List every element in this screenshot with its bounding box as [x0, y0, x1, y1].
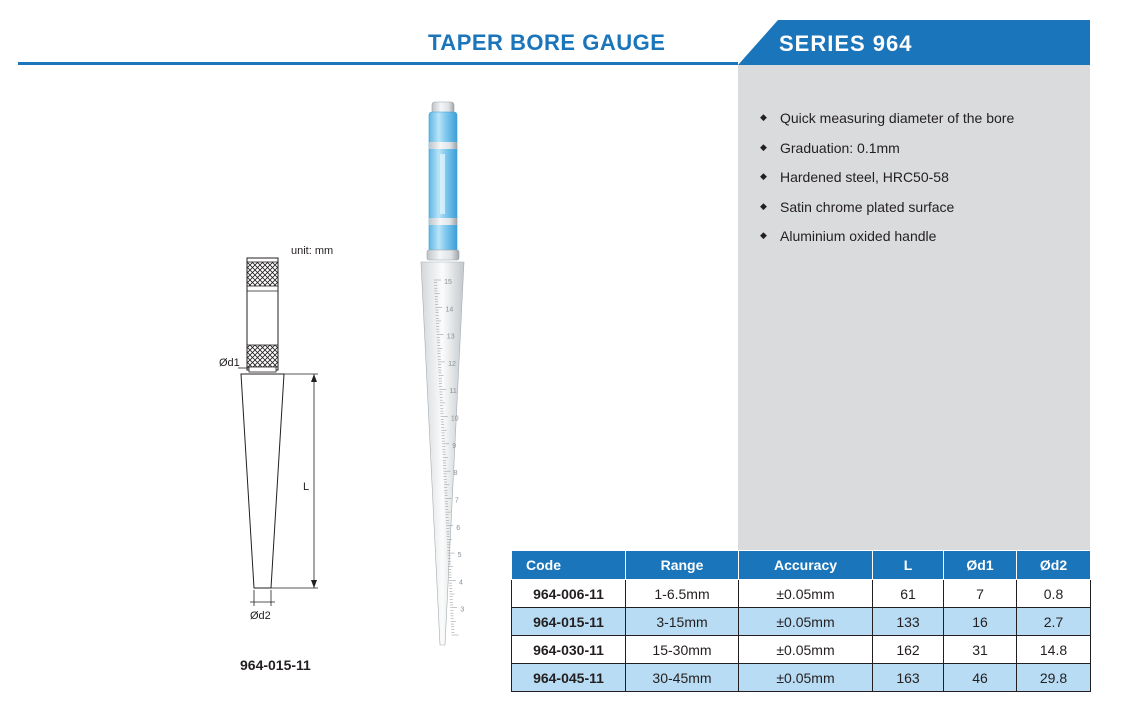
- cell-accuracy: ±0.05mm: [739, 636, 873, 664]
- scale-number: 5: [457, 552, 462, 560]
- cell-code: 964-045-11: [512, 664, 626, 692]
- technical-drawing: [200, 250, 340, 630]
- cell-code: 964-015-11: [512, 608, 626, 636]
- scale-number: 6: [456, 524, 461, 532]
- unit-label: unit: mm: [291, 245, 334, 257]
- scale-number: 8: [453, 470, 458, 478]
- column-header-length: L: [873, 551, 944, 580]
- cell-accuracy: ±0.05mm: [739, 580, 873, 608]
- feature-item: ◆ Graduation: 0.1mm: [760, 134, 1014, 164]
- scale-number: 12: [448, 360, 456, 368]
- series-label: SERIES 964: [779, 31, 913, 56]
- scale-number: 14: [445, 306, 454, 314]
- diamond-bullet-icon: ◆: [760, 230, 767, 241]
- feature-item: ◆ Quick measuring diameter of the bore: [760, 104, 1014, 134]
- cell-code: 964-030-11: [512, 636, 626, 664]
- cell-d2: 14.8: [1017, 636, 1091, 664]
- header-rule: [18, 62, 738, 65]
- feature-item: ◆ Aluminium oxided handle: [760, 222, 1014, 252]
- scale-number: 4: [458, 579, 463, 587]
- cell-length: 133: [873, 608, 944, 636]
- scale-number: 9: [452, 442, 457, 450]
- taper-gauge-image: [400, 100, 490, 650]
- d1-dimension-label: Ød1: [219, 357, 240, 369]
- feature-list: [760, 104, 1014, 252]
- scale-number: 11: [449, 388, 457, 396]
- length-dimension-label: L: [303, 481, 310, 493]
- cell-code: 964-006-11: [512, 580, 626, 608]
- scale-number: 13: [446, 333, 455, 341]
- cell-d2: 2.7: [1017, 608, 1091, 636]
- cell-d1: 7: [944, 580, 1017, 608]
- cell-range: 3-15mm: [626, 608, 739, 636]
- cell-d1: 31: [944, 636, 1017, 664]
- scale-number: 7: [454, 497, 459, 505]
- cell-range: 1-6.5mm: [626, 580, 739, 608]
- scale-number: 3: [460, 606, 465, 614]
- cell-accuracy: ±0.05mm: [739, 608, 873, 636]
- diamond-bullet-icon: ◆: [760, 112, 767, 122]
- diamond-bullet-icon: ◆: [760, 200, 767, 211]
- table-header-row: [512, 551, 1091, 580]
- scale-number: 10: [450, 415, 459, 423]
- d2-dimension-label: Ød2: [250, 610, 271, 622]
- column-header-accuracy: Accuracy: [739, 551, 873, 580]
- cell-length: 162: [873, 636, 944, 664]
- table-row: [512, 636, 1091, 664]
- cell-d1: 16: [944, 608, 1017, 636]
- table-row: [512, 608, 1091, 636]
- diamond-bullet-icon: ◆: [760, 171, 767, 182]
- cell-length: 163: [873, 664, 944, 692]
- cell-d2: 29.8: [1017, 664, 1091, 692]
- table-row: [512, 580, 1091, 608]
- diamond-bullet-icon: ◆: [760, 141, 767, 152]
- feature-item: ◆ Satin chrome plated surface: [760, 193, 1014, 223]
- column-header-range: Range: [626, 551, 739, 580]
- cell-accuracy: ±0.05mm: [739, 664, 873, 692]
- column-header-code: Code: [512, 551, 626, 580]
- page-title: TAPER BORE GAUGE: [428, 30, 666, 55]
- cell-length: 61: [873, 580, 944, 608]
- table-row: [512, 664, 1091, 692]
- cell-range: 15-30mm: [626, 636, 739, 664]
- scale-number: 15: [444, 279, 452, 286]
- feature-item: ◆ Hardened steel, HRC50-58: [760, 163, 1014, 193]
- column-header-d2: Ød2: [1017, 551, 1091, 580]
- drawing-caption: 964-015-11: [240, 657, 311, 673]
- cell-d2: 0.8: [1017, 580, 1091, 608]
- spec-table: [511, 550, 1091, 692]
- column-header-d1: Ød1: [944, 551, 1017, 580]
- cell-d1: 46: [944, 664, 1017, 692]
- cell-range: 30-45mm: [626, 664, 739, 692]
